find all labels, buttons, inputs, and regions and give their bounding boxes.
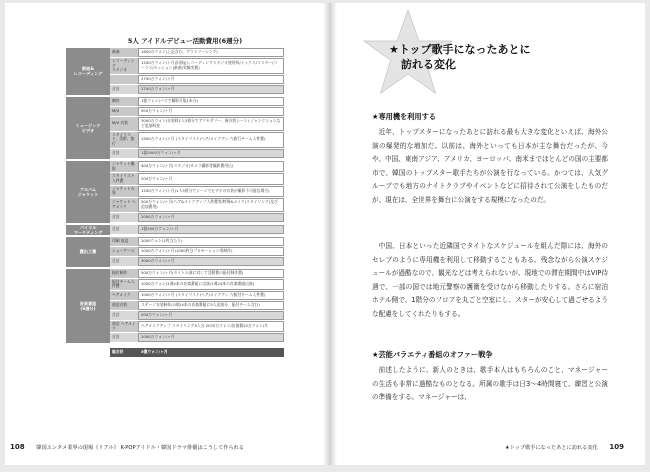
footer-left (10, 443, 244, 451)
row-cost-value: 400万ウォン/ヶ月(スタジオ/カメラ撮影等撮影費用込) (138, 161, 284, 172)
table-row (110, 107, 284, 117)
row-item-label: 合計 (110, 257, 138, 266)
row-item-label: スタイリスト、美術、旅行 (110, 132, 138, 148)
row-item-label: 新曲 (110, 48, 138, 57)
headline-line2: 訪れる変化 (401, 58, 456, 71)
book-gutter (323, 3, 337, 465)
row-cost-value: 200万ウォン/ヶ月(ヘア&メイクアップ人件費等/特殊&メイク)スタイリング(及び追加費用) (138, 198, 284, 212)
row-item-label: M/V (110, 107, 138, 116)
table-total-row (110, 333, 284, 343)
row-item-label: 印刷 放送 (110, 237, 138, 246)
table-row (110, 97, 284, 107)
table-row (110, 269, 284, 279)
row-cost-value: 1200万ウォン/ヶ月(旧曲)[レコーディングスタジオ使用料/ミックス/マスター/コーラス/セッション]新曲(実験実費) (138, 58, 284, 74)
row-item-label: 合計 (110, 333, 138, 342)
row-cost-value: 2000万ウォン/ヶ月 (138, 213, 284, 222)
row-cost-value: 1億5000万ウォン/ヶ月 (138, 149, 284, 158)
table-title: 5人 アイドルデビュー活動費用(6週分) (127, 37, 243, 45)
row-cost-value: 200万ウォン/ヶ月 (138, 173, 284, 184)
table-row (110, 48, 284, 58)
row-cost-value: 1000万ウォン/ヶ月(1000枚分プロモーション用制作) (138, 247, 284, 256)
table-row (110, 186, 284, 198)
table-category (66, 269, 284, 346)
row-cost-value: 1億500万ウォン/ヶ月 (138, 225, 284, 234)
table-row (110, 132, 284, 149)
headline-line1: ★トップ歌手になったあとに (389, 43, 531, 56)
table-row (110, 301, 284, 311)
page-number-left: 108 (10, 443, 25, 451)
row-cost-value: 3000万ウォン(衣装料1人3着分でアクセサリー、新衣装シーン) ジャンクションなど追加料金 (138, 117, 284, 131)
row-item-label: 振付制作 (110, 269, 138, 278)
page-number-right: 109 (609, 443, 624, 451)
row-item-label: 合計 (110, 149, 138, 158)
section-heading: ★専用機を利用する (372, 112, 436, 121)
grand-total-value: 5億ウォン/ヶ月 (138, 348, 284, 357)
row-cost-value: 1200万ウォン/ヶ月(1人3着分でシーンでビデオの衣装が撮影不可能な場合) (138, 186, 284, 197)
footer-right (505, 443, 624, 451)
row-cost-value: 2700万ウォン/ヶ月 (138, 85, 284, 94)
table-category (66, 97, 284, 161)
paragraph: 前述したように、新人のときは、歌手本人はもちろんのこと、マネージャーの生活も非常に過酷なものとなる。所属の歌手は日3〜4時間寝て、練習と公演の準備をする。マネージャーは、 (372, 366, 608, 402)
row-item-label: 放送衣装 (110, 301, 138, 310)
table-total-row (110, 149, 284, 159)
row-cost-value: 500万ウォン/ヶ月 (138, 107, 284, 116)
table-row (110, 291, 284, 301)
table-total-row (110, 225, 284, 235)
table-row (110, 117, 284, 132)
row-cost-value: 1600万ウォン(上記含む、アウトソーシング) (138, 48, 284, 57)
category-label: 音楽番組 (6週分) (66, 269, 110, 344)
row-item-label: 振付チーム人件費 (110, 279, 138, 290)
row-item-label: スタイリスト人件費 (110, 173, 138, 184)
row-item-label: 合計 (110, 225, 138, 234)
row-cost-value: 2700万ウォン/ヶ月 (138, 75, 284, 84)
table-row (110, 75, 284, 85)
row-cost-value: 2000ウォン(1枚当たり) (138, 237, 284, 246)
row-cost-value: ヘアメイクアップ スタイリング5人分 2070万ウォン/出演費20万ウォン/月 (138, 321, 284, 332)
table-row (110, 279, 284, 291)
table-row (110, 321, 284, 333)
category-label: 露出工費 (66, 237, 110, 267)
row-item-label: ヘアメイク (110, 291, 138, 300)
row-cost-value: 500万ウォン/ヶ月 (138, 311, 284, 320)
table-total-row (110, 311, 284, 321)
row-item-label: 合計 (110, 311, 138, 320)
category-label: バイラル マーケティング (66, 225, 110, 235)
row-item-label: ショーケース (110, 247, 138, 256)
row-cost-value: 1000万ウォン/ヶ月 (スタイリスト/ヘア/メイクアップ/振付チーム人件費) (138, 291, 284, 300)
row-cost-value: 1500万ウォン/ヶ月 (スタイリスト/ヘア/メイクアップ/旅行チーム人件費) (138, 132, 284, 148)
book-title-running-head: 韓国エンタメ業界の現場《リアル》 K-POPアイドル・韓国ドラマ俳優はこうして作られる (36, 445, 245, 451)
paragraph: 中国、日本といった近隣国でタイトなスケジュールを組んだ際には、海外のセレブのように専用機を利用して移動することもある。残念ながら公演スケジュールが過酷なので、観光などは考えられないが、現地での滞在期間中はVIP待遇で、一部の国では地元警察の護衛を受けながら移動したりする。さらに宿泊ホテル側で、1階分のフロアを丸ごと空室にし、スターが安心して過ごせるような配慮をしてくれたりもする。 (372, 242, 608, 318)
table-total-row (110, 257, 284, 267)
table-row (110, 161, 284, 173)
row-item-label: レコーディング スタジオ (110, 58, 138, 74)
table-row (110, 237, 284, 247)
category-label: アルバム ジャケット (66, 161, 110, 223)
row-cost-value: 2000万ウォン/ヶ月 (138, 333, 284, 342)
table-row (110, 198, 284, 213)
row-item-label: 制作 (110, 97, 138, 106)
grand-total-label: 総合計 (110, 348, 138, 357)
table-row (110, 58, 284, 75)
row-item-label: ジャケット衣装 (110, 186, 138, 197)
row-item-label: 放送 ヘアメイク (110, 321, 138, 332)
row-cost-value: 1000万ウォン(1週4本の音楽番組に出演/1週24本の音楽番組出演) (138, 279, 284, 290)
category-label: 新曲& レコーディング (66, 48, 110, 95)
row-cost-value: 500万ウォン/ヶ月(タイトル曲に対して活動費の振付制作費) (138, 269, 284, 278)
table-total-row (110, 213, 284, 223)
chapter-running-head: ★トップ歌手になったあとに訪れる変化 (505, 445, 598, 451)
cost-table (66, 48, 284, 357)
row-item-label (110, 75, 138, 84)
table-category (66, 161, 284, 225)
paragraph: 近年、トップスターになったあとに訪れる最も大きな変化といえば、海外公演の爆発的な増加だ。以前は、海外といっても日本が主な舞台だったが、今や、中国、東南アジア、アメリカ、ヨーロッパ、南米までほとんどの国の主要都市で、韓国のトップスター歌手たちが公演を行なっている。かつては、人気グループでも地方のナイトクラブやイベントなどに招待されて公演をしたものだが、現在は、全世界を舞台に公演をする規模になったのだ。 (372, 128, 608, 204)
row-cost-value: 3000万ウォン/ヶ月 (138, 257, 284, 266)
table-row (110, 247, 284, 257)
row-item-label: 合計 (110, 85, 138, 94)
row-cost-value: 1億ウォン(バスで撮影可能1本分) (138, 97, 284, 106)
table-row (110, 173, 284, 185)
row-item-label: M/V 衣装 (110, 117, 138, 131)
row-item-label: 合計 (110, 213, 138, 222)
section-heading: ★芸能バラエティ番組のオファー戦争 (372, 350, 493, 359)
table-category (66, 48, 284, 97)
table-category (66, 225, 284, 237)
category-label: ミュージック ビデオ (66, 97, 110, 159)
row-cost-value: ステージ衣装制作(1週24本の音楽番組に5人出演分、振付チーム含む) (138, 301, 284, 310)
row-item-label: ジャケット ヘアメイク (110, 198, 138, 212)
row-item-label: ジャケット撮影 (110, 161, 138, 172)
chapter-headline (389, 42, 531, 72)
table-total-row (110, 85, 284, 95)
grand-total-row (110, 348, 284, 357)
table-category (66, 237, 284, 269)
